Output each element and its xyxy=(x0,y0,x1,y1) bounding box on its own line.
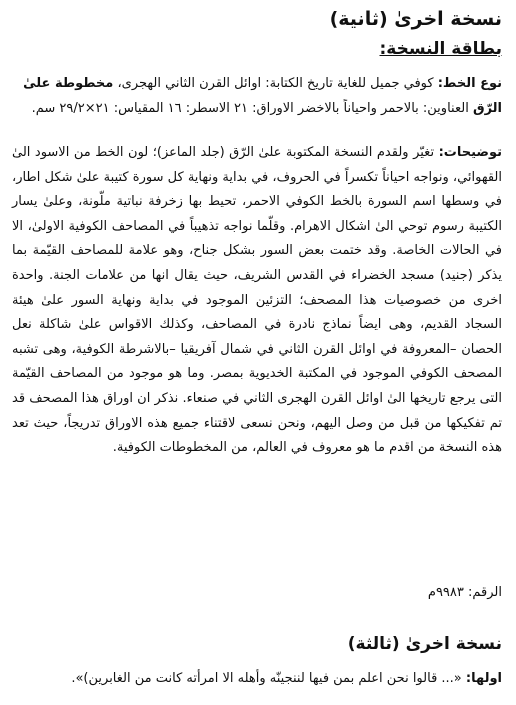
manuscript-number: الرقم: ٩٩٨٣م xyxy=(427,585,502,600)
first-line-label: اولها: xyxy=(465,671,502,686)
material-value: العناوين: بالاحمر واحياناً بالاخضر الاوراق: ٢١ الاسطر: ١٦ المقياس: ٢١×٢٩/٢ سم. xyxy=(31,101,469,116)
first-line-row xyxy=(12,669,502,689)
description-text: تغيّر ولقدم النسخة المكتوبة علىٰ الرّق (جلد الماعز)؛ لون الخط من الاسود الىٰ القهوائي، ونواجه احياناً تكسراً في الحروف، في بداية ونهاية كل سورة كتيبة علىٰ شكل اطار، في وسطها اسم السورة بالخط الكوفي الاحمر، تحيط بها زخرفة نباتية ملّونة، وعلىٰ يسار الكتيبة رسوم توحي الىٰ اشكال الاهرام. وقلّما نواجه تذهيباً في المصاحف الكوفية الاولىٰ، الا في الحالات الخاصة. وقد ختمت بعض السور بشكل جناح، وهو علامة للمصاحف القيّمة بما يذكر (جنيد) مسجد الخضراء في القدس الشريف، حيث يقال انها من علامات الجنة. واحدة اخرى من خصوصيات هذا المصحف؛ التزئين الموجود في بداية ونهاية السور علىٰ هيئة السجاد القديم، وهى ايضاً نماذج نادرة في المصاحف، وكذلك الاقواس علىٰ شاكلة نعل الحصان –المعروفة في اوائل القرن الثاني في شمال آفريقيا –بالاشرطة الكوفية، وهى تشبه المصحف الكوفي الموجود في المكتبة الخديوية بمصر. وما هو موجود من المصاحف القيّمة التى يرجع تاريخها الىٰ اوائل القرن الهجرى الثاني في صنعاء. نذكر ان اوراق هذا المصحف قد تم تفكيكها من قبل من وصل اليهم، ونحن نسعى لاقتناء جميع هذه الاوراق تدريجاً، حيث تعد هذه النسخة من اقدم ما هو معروف في العالم، من المخطوطات الكوفية. xyxy=(12,145,502,456)
script-type-bold-end: مخطوطة علىٰ xyxy=(23,76,114,91)
first-line-text: «... قالوا نحن اعلم بمن فيها لننجينّه وأهله الا امرأته كانت من الغابرين)». xyxy=(71,671,462,686)
script-type-value: كوفي جميل للغاية تاريخ الكتابة: اوائل القرن الثاني الهجرى، xyxy=(117,76,434,91)
copy-heading: نسخة اخرىٰ (ثانية) xyxy=(329,8,502,30)
script-type-row xyxy=(12,74,502,94)
copy-card-heading: بطاقة النسخة: xyxy=(379,39,502,59)
third-copy-heading: نسخة اخرىٰ (ثالثة) xyxy=(347,634,502,654)
description-paragraph xyxy=(12,141,502,461)
material-label: الرّق xyxy=(472,101,502,116)
script-type-label: نوع الخط: xyxy=(437,76,502,91)
description-label: توضيحات: xyxy=(438,145,502,160)
material-row xyxy=(12,99,502,119)
